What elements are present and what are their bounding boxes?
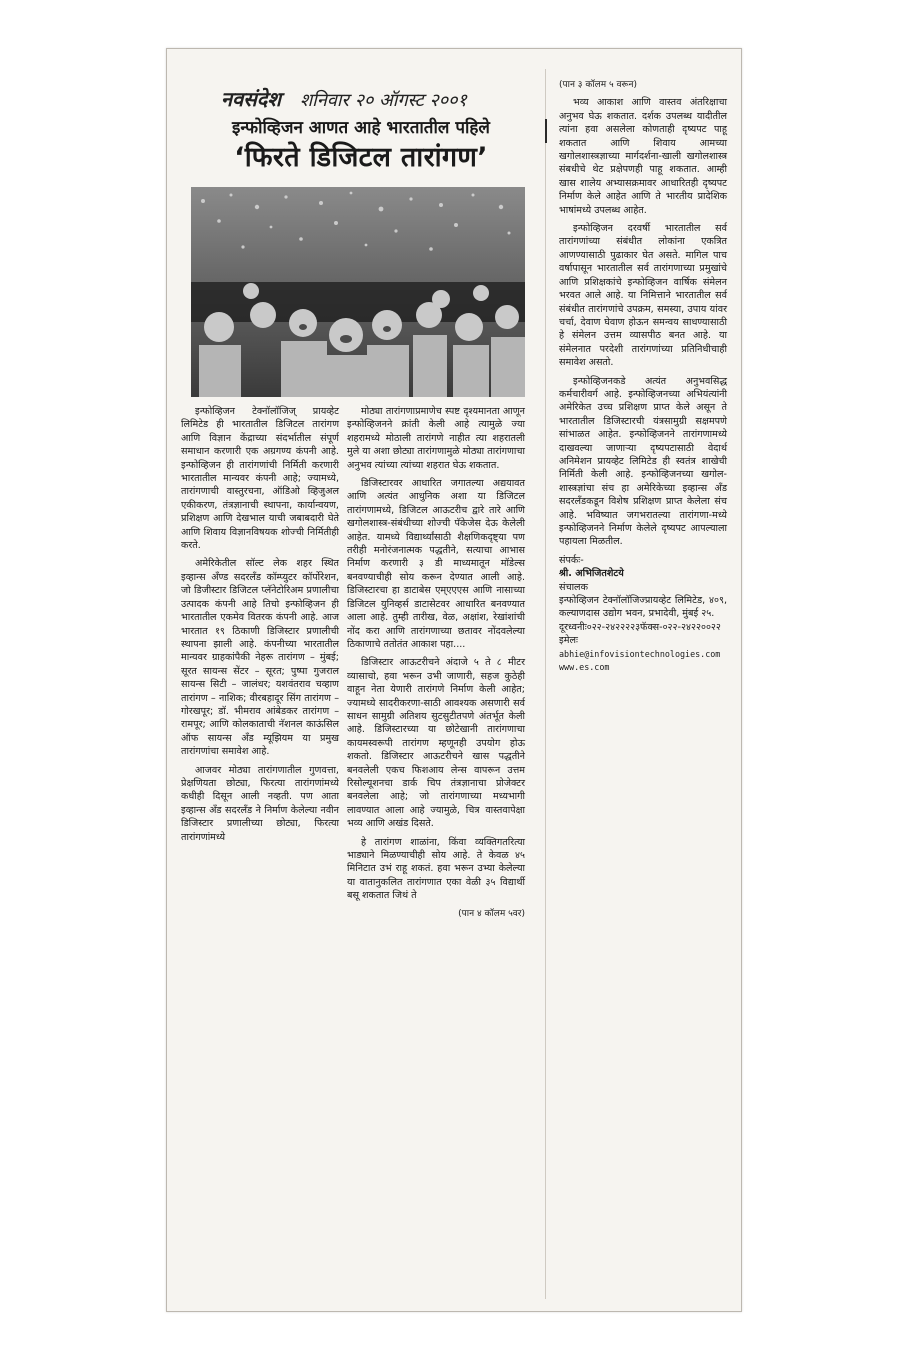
audience-photo: [191, 187, 525, 397]
continued-on-note: (पान ४ कॉलम ५वर): [458, 908, 525, 919]
paragraph: इन्फोव्हिजन टेक्नॉलॉजिज् प्रायव्हेट लिमिटेड ही भारतातील डिजिटल तारांगण आणि विज्ञान केंद्राच्या संदर्भातील संपूर्ण समाधान करणारी एक अग्रगण्य कंपनी आहे. इन्फोव्हिजन ही तारांगणांची निर्मिती करणारी भारतातील मान्यवर कंपनी आहे; ज्यामध्ये, तारांगणाची वास्तुरचना, ऑडिओ व्हिजुअल एकीकरण, तंत्रज्ञानाची स्थापना, कार्यान्वयण, प्रशिक्षण आणि देखभाल याची जबाबदारी घेते आणि शिवाय विज्ञानविषयक शोज्ची निर्मितीही करते.: [181, 406, 339, 552]
photo-graphic: [191, 187, 525, 397]
pen-mark: [545, 119, 547, 143]
article-column-1: [181, 405, 339, 849]
newspaper-name: नवसंदेश: [221, 87, 281, 111]
paragraph: इन्फोव्हिजन दरवर्षी भारतातील सर्व तारांगणांच्या संबंधीत लोकांना एकत्रित आणण्यासाठी पुढाकार घेत असते. मागिल पाच वर्षापासून भारतातील सर्व तारांगणाच्या प्रमुखांचे आणि प्रशिक्षकांचे इन्फोव्हिजन वार्षिक संमेलन भरवत आले आहे. या निमित्ताने भारतातील सर्व संबंधीत तारांगणांचे उपक्रम, समस्या, उपाय यांवर चर्चा, देवाण घेवाण होऊन समन्वय साधण्यासाठी हे संमेलन उत्तम व्यासपीठ बनत आहे. या संमेलनात परदेशी तारांगणांच्या प्रतिनिधीचाही समावेश असतो.: [559, 223, 727, 369]
column-divider: [545, 69, 546, 1299]
article-column-2: [347, 405, 525, 921]
contact-email: abhie@infovisiontechnologies.com: [559, 648, 721, 659]
headline: ‘फिरते डिजिटल तारांगण’: [234, 142, 488, 173]
paragraph: डिजिस्टार आऊटरीचने अंदाजे ५ ते ८ मीटर व्यासाचो, हवा भरून उभी जाणारी, सहज कुठेही वाहून नेता येणारी तारांगणे निर्माण केली आहेत; ज्यामध्ये सादरीकरणा-साठी आवश्यक असणारी सर्व साधन सामुग्री अतिशय सुटसुटीतपणे अंतर्भूत केली आहे. डिजिस्टारच्या या छोटेखानी तारांगणाचा कायमस्वरूपी तारांगण म्हणूनही उपयोग होऊ शकतो. डिजिस्टार आऊटरीचने खास पद्धतीने बनवलेली एकच फिशआय लेन्स वापरून उत्तम रिसोल्यूशनचा डार्क चिप तंत्रज्ञानाचा प्रोजेक्टर बनवलेला आहे; जो तारांगणाच्या मध्यभागी लावण्यात आला आहे ज्यामुळे, चित्र वास्तवापेक्षा भव्य आणि अखंड दिसते.: [347, 657, 525, 830]
contact-email-label: इमेलः: [559, 635, 578, 647]
paragraph: भव्य आकाश आणि वास्तव अंतरिक्षाचा अनुभव घेऊ शकतात. दर्शक उपलब्ध यादीतील त्यांना हवा असलेला कोणताही दृष्यपट पाहू शकतात आणि शिवाय आमच्या खगोलशास्त्रज्ञाच्या मार्गदर्शना-खाली खगोलशास्त्र संबधीचे थेट प्रक्षेपणही पाहू शकतात. आम्ही खास शालेय अभ्यासक्रमावर आधारितही दृष्यपट निर्माण केले आहेत आणि ते भारतीय प्रादेशिक भाषांमध्ये उपलब्ध आहेत.: [559, 97, 727, 216]
contact-phone: दूरध्वनीः०२२-२४२२२२३फॅक्स-०२२-२४२२००२२: [559, 621, 721, 633]
paragraph: डिजिस्टारवर आधारित जगातल्या अद्ययावत आणि अत्यंत आधुनिक अशा या डिजिटल तारांगणामध्ये, डिजिटल आऊटरीच द्वारे तारे आणि खगोलशास्त्र-संबंधीच्या शोज्ची पॅकेजेस देऊ केलेली आहेत. यामध्ये विद्यार्थ्यांसाठी शैक्षणिकदृष्ट्या पण तरीही मनोरंजनात्मक पद्धतीने, सत्याचा आभास निर्माण करणारी ३ डी माध्यमातून मॉडेल्स बनवण्याचीही सोय करून देण्यात आली आहे. डिजिस्टारचा हा डाटाबेस एम्एएएस आणि नासाच्या डिजिटल युनिव्हर्स डाटासेटवर आधारित बनवण्यात आला आहे. तुम्ही तारीख, वेळ, अक्षांश, रेखांशांची नोंद करा आणि तारांगणाच्या छतावर नोंदवलेल्या ठिकाणाचे ततोतंत आकाश पहा....: [347, 478, 525, 650]
contact-label: संपर्कः-: [559, 554, 584, 566]
paragraph: आजवर मोठ्या तारांगणातील गुणवत्ता, प्रेक्षणियता छोट्या, फिरत्या तारांगणांमध्ये कधीही दिसून आली नव्हती. पण आता इव्हान्स अँड सदरलँड ने निर्माण केलेल्या नवीन डिजिस्टार प्रणालीच्या छोट्या, फिरत्या तारांगणांमध्ये: [181, 764, 339, 843]
masthead: [221, 85, 551, 113]
contact-address: इन्फोव्हिजन टेक्नॉलॉजिज्प्रायव्हेट लिमिटेड, ४०९, कल्याणदास उद्योग भवन, प्रभादेवी, मुंबई २५.: [559, 595, 727, 620]
paragraph: मोठ्या तारांगणाप्रमाणेच स्पष्ट दृश्यमानता आणून इन्फोव्हिजनने क्रांती केली आहे त्यामुळे ज्या शहरामध्ये मोठाली तारांगणे नाहीत त्या शहरातली मुले या अशा छोट्या तारांगणामुळे मोठ्या तारांगणाचा अनुभव त्यांच्या त्यांच्या शहरात घेऊ शकतात.: [347, 406, 525, 471]
paragraph: हे तारांगण शाळांना, किंवा व्यक्तिगतरित्या भाड्याने मिळण्याचीही सोय आहे. ते केवळ ४५ मिनिटात उभं राहू शकतं. हवा भरून उभ्या केलेल्या या वातानुकलित तारांगणात एका वेळी ३५ विद्यार्थी बसू शकतात जिथं ते: [347, 836, 525, 902]
newspaper-clipping: [166, 48, 742, 1312]
contact-block: [559, 554, 727, 675]
paragraph: इन्फोव्हिजनकडे अत्यंत अनुभवसिद्ध कर्मचारीवर्ग आहे. इन्फोव्हिजनच्या अभियंत्यांनी अमेरिकेत उच्च प्रशिक्षण प्राप्त केले असून ते भारतातील डिजिस्टारची यंत्रसामुग्री सक्षमपणे सांभाळत आहेत. इन्फोव्हिजनने तारांगणामध्ये दाखवल्या जाणाऱ्या दृष्यपटासाठी वेदार्थ अनिमेशन प्रायव्हेट लिमिटेड ही स्वतंत्र शाखेची निर्मिती केली आहे. इन्फोव्हिजनच्या खगोल-शास्त्रज्ञांचा संच हा अमेरिकेच्या इव्हान्स अँड सदरलँडकडून विशेष प्रशिक्षण प्राप्त केलेला संच आहे. भविष्यात जगभरातल्या तारांगणा-मध्ये इन्फोव्हिजनने निर्माण केलेले दृष्यपट आपल्याला पहायला मिळतील.: [559, 375, 727, 548]
headline-block: [175, 117, 547, 177]
contact-name: श्री. अभिजितशेटये: [559, 568, 624, 580]
paragraph: अमेरिकेतील सॉल्ट लेक शहर स्थित इव्हान्स अँण्ड सदरलँड कॉम्प्युटर कॉर्पोरेशन, जो डिजीस्टार डिजिटल प्लॅनेटोरिअम प्रणालीचा उत्पादक कंपनी आहे तिचो इन्फोव्हिजन ही भारतातील एकमेव वितरक कंपनी आहे. आज भारतात १९ ठिकाणी डिजिस्टार प्रणालीची स्थापना झाली आहे. कंपनीच्या भारतातील मान्यवर ग्राहकांपैकी नेहरू तारांगण – मुंबई; सूरत सायन्स सेंटर – सूरत; पुष्पा गुजराल सायन्स सिटी – जालंधर; यशवंतराव चव्हाण तारांगण – नाशिक; वीरबहादूर सिंग तारांगण – गोरखपूर; डॉ. भीमराव आंबेडकर तारांगण – रामपूर; आणि कोलकाताची नॅशनल काऊंसिल ऑफ सायन्स अँड म्यूझियम या प्रमुख तारांगणांचा समावेश आहे.: [181, 558, 339, 758]
contact-title: संचालक: [559, 581, 588, 593]
kicker: इन्फोव्हिजन आणत आहे भारतातील पहिले: [232, 118, 490, 138]
contact-website: www.es.com: [559, 662, 610, 673]
article-column-3: [559, 79, 727, 674]
publication-date: शनिवार २० ऑगस्ट २००१: [299, 90, 467, 111]
continued-from-note: (पान ३ कॉलम ५ वरून): [559, 80, 637, 90]
